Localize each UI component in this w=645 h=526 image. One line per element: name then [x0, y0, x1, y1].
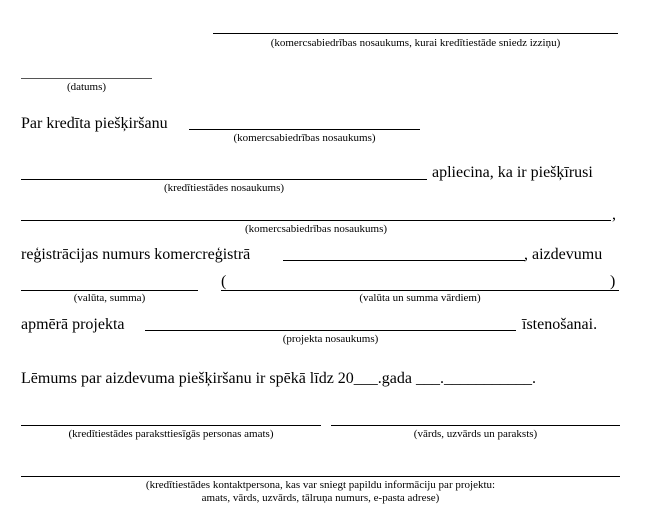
currency-amount-line[interactable] [21, 290, 198, 291]
validity-statement: Lēmums par aizdevuma piešķiršanu ir spēkā līdz 20___.gada ___.___________. [21, 370, 536, 387]
amount-words-caption: (valūta un summa vārdiem) [359, 292, 481, 304]
statement-text: apliecina, ka ir piešķīrusi [432, 164, 593, 181]
signatory-name-line[interactable] [331, 425, 620, 426]
contact-person-line[interactable] [21, 476, 620, 477]
date-line[interactable] [21, 78, 152, 79]
amount-close-paren: ) [610, 273, 616, 290]
contact-caption-line1: (kredītiestādes kontaktpersona, kas var sniegt papildu informāciju par projektu: [145, 479, 496, 491]
currency-amount-caption: (valūta, summa) [73, 292, 146, 304]
subject-company-line[interactable] [189, 129, 420, 130]
project-name-line[interactable] [145, 330, 516, 331]
signatory-position-caption: (kredītiestādes paraksttiesīgās personas amats) [68, 428, 274, 440]
registration-suffix: , aizdevumu [524, 246, 603, 263]
signatory-position-line[interactable] [21, 425, 321, 426]
project-prefix: apmērā projekta [21, 316, 125, 333]
date-caption: (datums) [66, 81, 107, 93]
borrower-company-caption: (komercsabiedrības nosaukums) [244, 223, 388, 235]
institution-name-caption: (kredītiestādes nosaukums) [163, 182, 285, 194]
recipient-company-caption: (komercsabiedrības nosaukums, kurai kredītiestāde sniedz izziņu) [270, 37, 561, 49]
project-name-caption: (projekta nosaukums) [282, 333, 379, 345]
borrower-company-line[interactable] [21, 220, 611, 221]
recipient-company-line[interactable] [213, 33, 618, 34]
project-suffix: īstenošanai. [522, 316, 598, 333]
subject-prefix: Par kredīta piešķiršanu [21, 115, 168, 132]
borrower-comma: , [612, 206, 616, 223]
subject-company-caption: (komercsabiedrības nosaukums) [233, 132, 376, 144]
registration-text: reģistrācijas numurs komercreģistrā [21, 246, 251, 263]
amount-open-paren: ( [221, 273, 227, 290]
amount-words-line[interactable] [221, 290, 619, 291]
contact-caption-line2: amats, vārds, uzvārds, tālruņa numurs, e-pasta adrese) [201, 492, 440, 504]
registration-number-line[interactable] [283, 260, 525, 261]
institution-name-line[interactable] [21, 179, 427, 180]
signatory-name-caption: (vārds, uzvārds un paraksts) [413, 428, 538, 440]
